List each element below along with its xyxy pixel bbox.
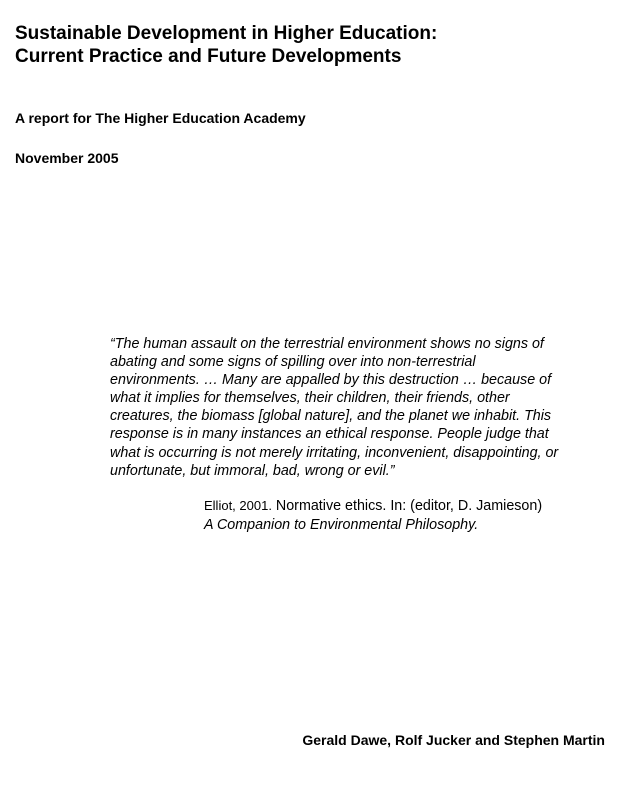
report-date: November 2005 (15, 150, 119, 166)
report-subtitle: A report for The Higher Education Academy (15, 110, 306, 126)
quote-line: what it implies for themselves, their children, their friends, other (110, 390, 510, 407)
citation-source: Normative ethics. In: (editor, D. Jamieson) (271, 498, 543, 514)
quote-citation (204, 496, 542, 535)
title-line-2: Current Practice and Future Developments (15, 46, 402, 67)
citation-author-year: Elliot, 2001. (204, 498, 272, 513)
quote-line: response is in many instances an ethical response. People judge that (110, 426, 549, 443)
quote-line: what is occurring is not merely irritating, inconvenient, disappointing, or (110, 444, 559, 461)
quote-line: abating and some signs of spilling over into non-terrestrial (110, 354, 476, 371)
epigraph-quote (110, 335, 606, 480)
citation-line-1 (204, 496, 542, 516)
citation-book-title: A Companion to Environmental Philosophy. (204, 517, 479, 533)
quote-line: environments. … Many are appalled by this destruction … because of (110, 372, 552, 389)
quote-line: “The human assault on the terrestrial environment shows no signs of (110, 336, 544, 352)
quote-line: unfortunate, but immoral, bad, wrong or evil.” (110, 462, 395, 479)
document-title (15, 22, 605, 68)
quote-line: creatures, the biomass [global nature], and the planet we inhabit. This (110, 408, 552, 425)
title-line-1: Sustainable Development in Higher Education: (15, 23, 438, 44)
report-authors: Gerald Dawe, Rolf Jucker and Stephen Martin (302, 732, 605, 748)
